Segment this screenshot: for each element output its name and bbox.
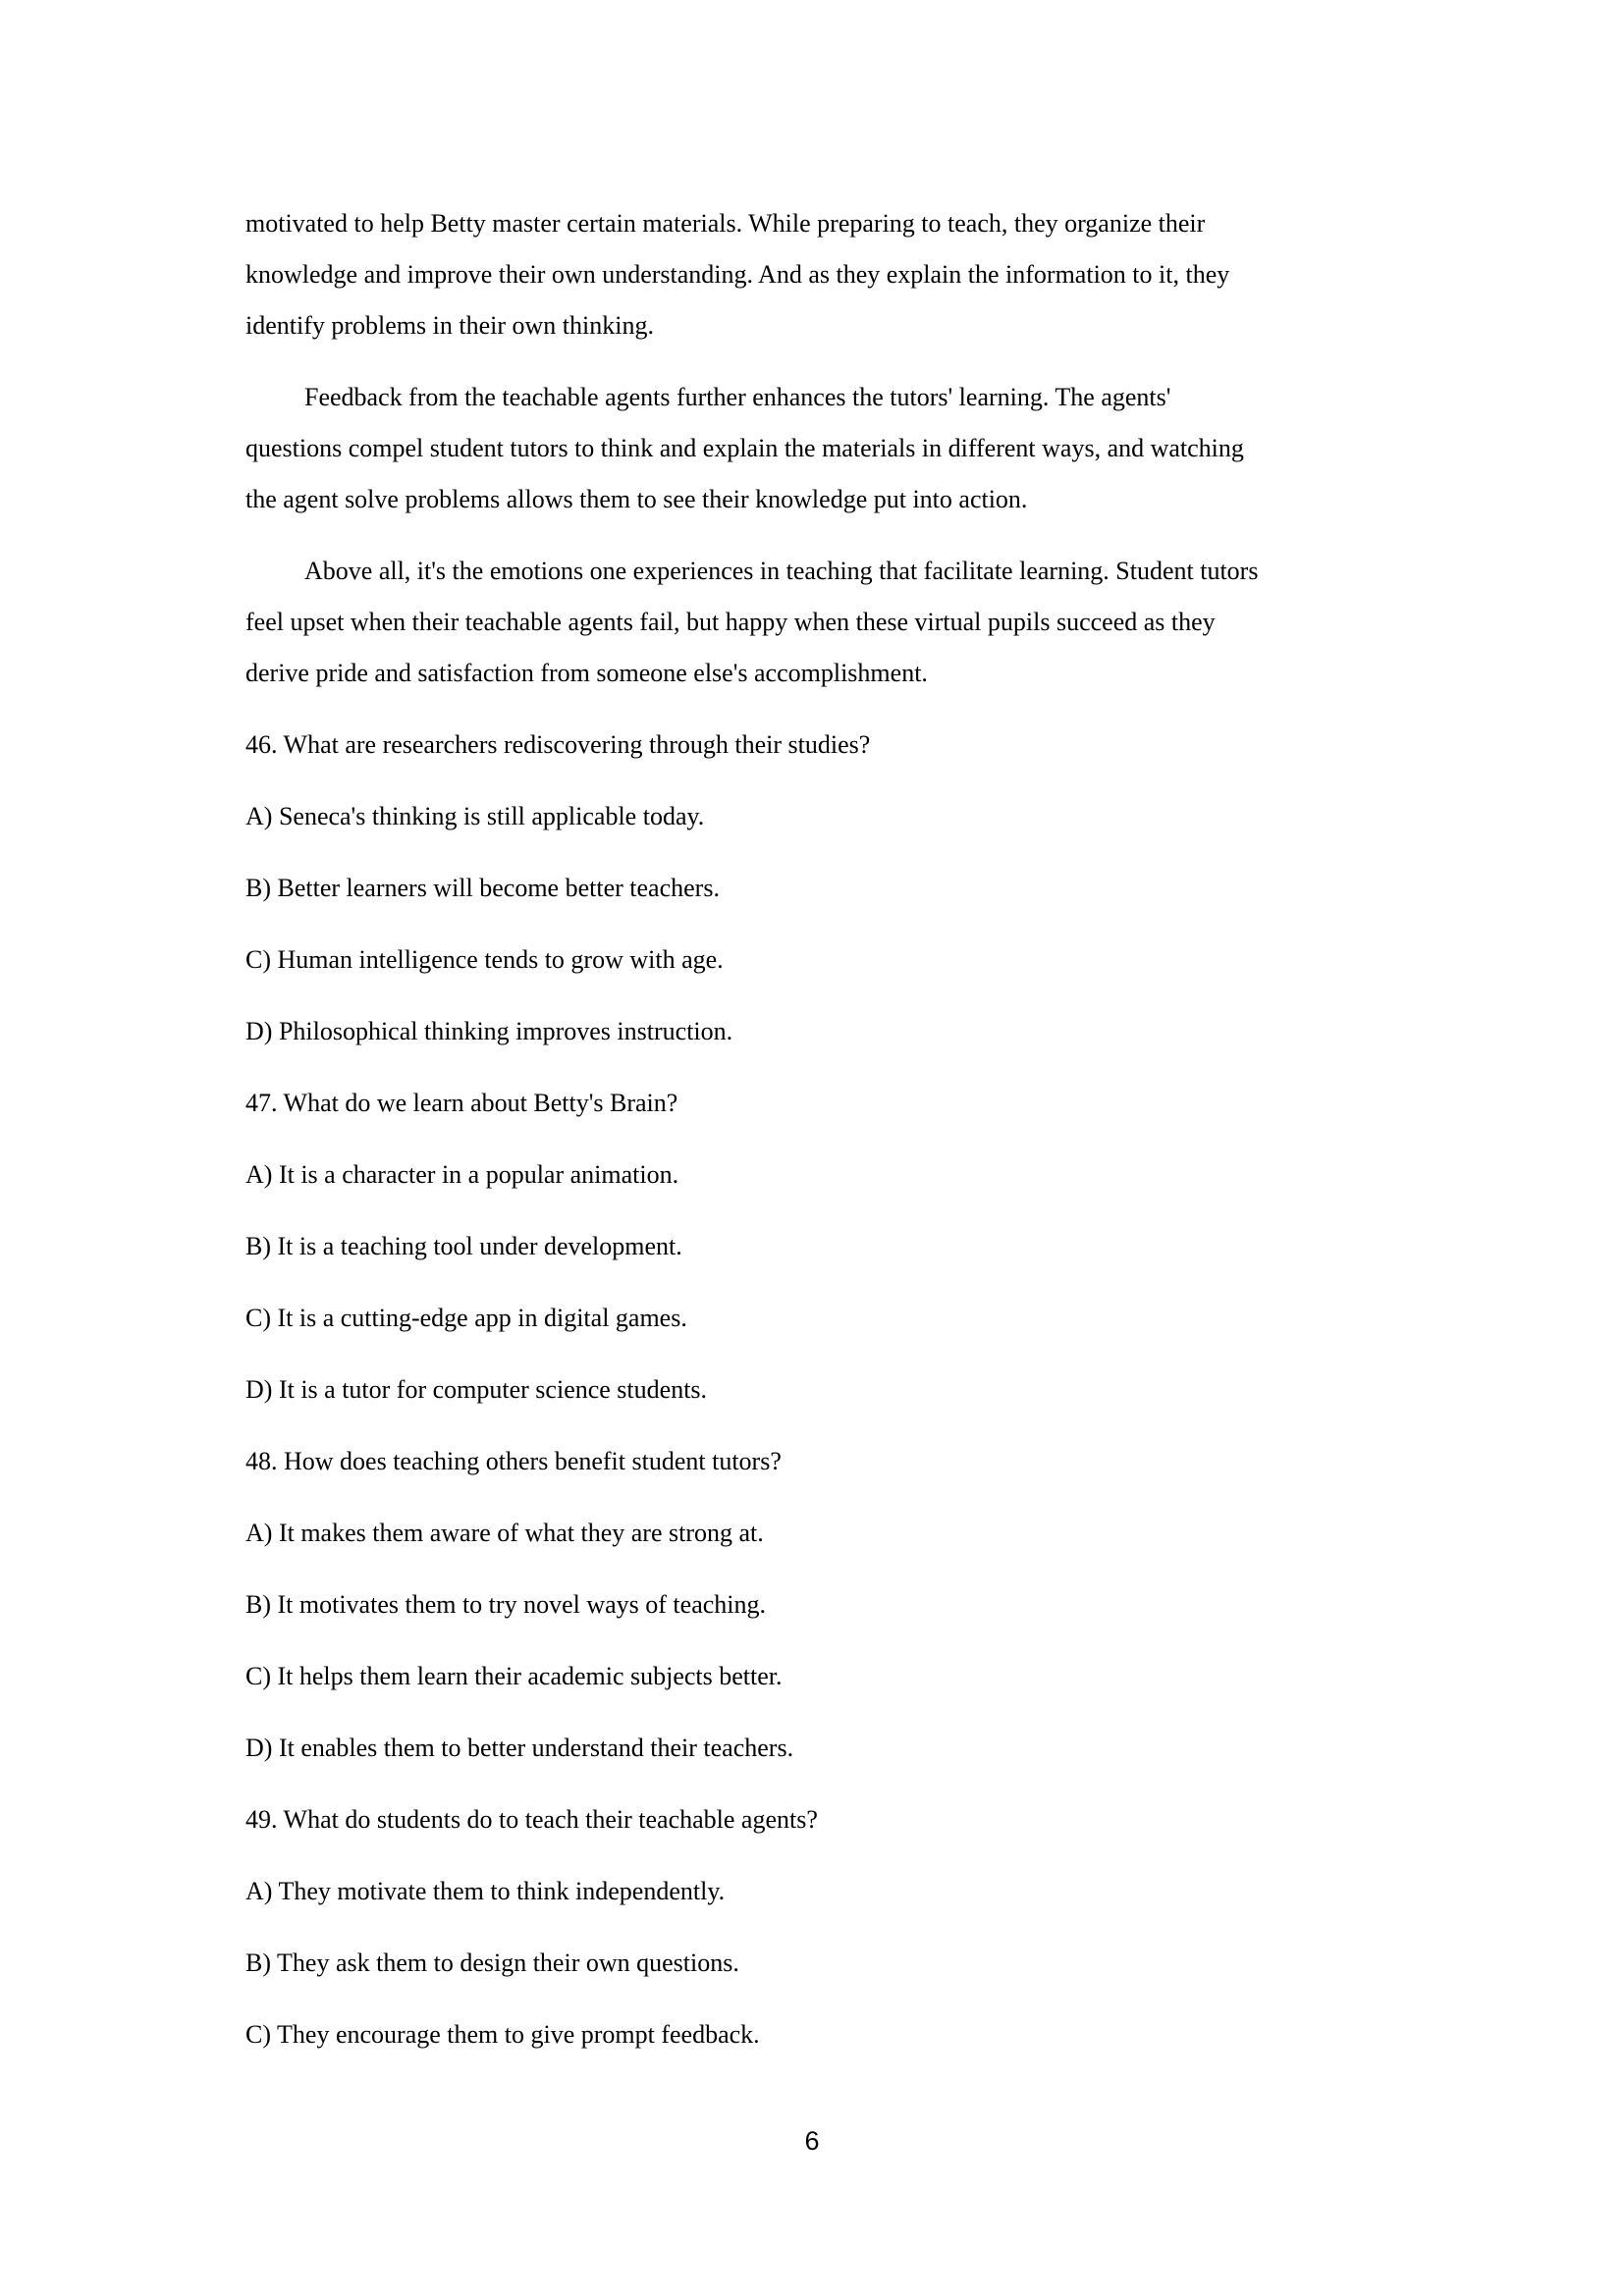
- question-number: 48.: [245, 1447, 278, 1475]
- question-block-46: [245, 720, 1473, 1057]
- question-text: How does teaching others benefit student tutors?: [284, 1447, 782, 1475]
- option-label: B): [245, 1590, 271, 1619]
- option-line: [245, 1006, 1473, 1057]
- option-text: It helps them learn their academic subjects better.: [277, 1662, 783, 1690]
- question-line: [245, 1078, 1473, 1129]
- option-label: C): [245, 1662, 271, 1690]
- option-text: It enables them to better understand their teachers.: [278, 1734, 794, 1762]
- option-text: It motivates them to try novel ways of teaching.: [277, 1590, 766, 1619]
- paragraph: [245, 546, 1473, 699]
- option-line: [245, 1579, 1473, 1630]
- question-text: What do students do to teach their teachable agents?: [283, 1805, 818, 1834]
- option-line: [245, 1221, 1473, 1272]
- option-text: They ask them to design their own questions.: [277, 1949, 739, 1977]
- option-label: C): [245, 2020, 271, 2049]
- option-line: [245, 791, 1473, 842]
- option-line: [245, 1938, 1473, 1989]
- option-line: [245, 863, 1473, 914]
- option-label: B): [245, 874, 271, 902]
- paragraph: [245, 198, 1473, 351]
- option-text: It is a teaching tool under development.: [277, 1232, 682, 1260]
- option-text: Seneca's thinking is still applicable today.: [278, 802, 705, 830]
- question-line: [245, 1436, 1473, 1487]
- text-line: the agent solve problems allows them to see their knowledge put into action.: [245, 485, 1028, 513]
- option-label: D): [245, 1734, 273, 1762]
- question-block-49: [245, 1794, 1473, 2060]
- text-line: derive pride and satisfaction from someone else's accomplishment.: [245, 659, 928, 687]
- page-number: 6: [804, 2126, 820, 2156]
- option-label: C): [245, 1304, 271, 1332]
- option-line: [245, 1723, 1473, 1774]
- option-label: A): [245, 1519, 273, 1547]
- text-line: Above all, it's the emotions one experiences in teaching that facilitate learning. Student tutors: [304, 557, 1259, 585]
- text-line: questions compel student tutors to think and explain the materials in different ways, and watching: [245, 434, 1244, 462]
- option-text: Philosophical thinking improves instruction.: [278, 1017, 733, 1045]
- text-line: motivated to help Betty master certain materials. While preparing to teach, they organize their: [245, 209, 1206, 238]
- option-text: Better learners will become better teachers.: [277, 874, 720, 902]
- question-line: [245, 1794, 1473, 1845]
- option-label: B): [245, 1949, 271, 1977]
- question-number: 46.: [245, 730, 278, 759]
- question-line: [245, 720, 1473, 771]
- question-text: What do we learn about Betty's Brain?: [283, 1089, 678, 1117]
- option-line: [245, 1364, 1473, 1415]
- option-label: D): [245, 1017, 273, 1045]
- option-label: B): [245, 1232, 271, 1260]
- option-label: A): [245, 802, 273, 830]
- question-block-47: [245, 1078, 1473, 1415]
- text-line: identify problems in their own thinking.: [245, 311, 654, 340]
- option-line: [245, 1149, 1473, 1201]
- paragraph: [245, 372, 1473, 525]
- option-text: It makes them aware of what they are strong at.: [278, 1519, 764, 1547]
- page-content: [245, 198, 1473, 2081]
- question-number: 47.: [245, 1089, 278, 1117]
- option-line: [245, 1866, 1473, 1917]
- option-line: [245, 1651, 1473, 1702]
- text-line: Feedback from the teachable agents further enhances the tutors' learning. The agents': [304, 383, 1171, 411]
- option-text: Human intelligence tends to grow with age.: [277, 945, 724, 974]
- text-line: feel upset when their teachable agents fail, but happy when these virtual pupils succeed as they: [245, 608, 1216, 636]
- option-text: They motivate them to think independently.: [278, 1877, 726, 1905]
- option-line: [245, 1293, 1473, 1344]
- option-text: They encourage them to give prompt feedback.: [277, 2020, 760, 2049]
- option-line: [245, 934, 1473, 986]
- option-line: [245, 1508, 1473, 1559]
- option-line: [245, 2009, 1473, 2060]
- option-label: A): [245, 1160, 273, 1189]
- option-label: D): [245, 1375, 273, 1404]
- option-label: C): [245, 945, 271, 974]
- question-number: 49.: [245, 1805, 278, 1834]
- question-text: What are researchers rediscovering through their studies?: [283, 730, 871, 759]
- option-text: It is a tutor for computer science students.: [278, 1375, 708, 1404]
- option-text: It is a cutting-edge app in digital games.: [277, 1304, 687, 1332]
- option-label: A): [245, 1877, 273, 1905]
- option-text: It is a character in a popular animation.: [278, 1160, 679, 1189]
- question-block-48: [245, 1436, 1473, 1774]
- text-line: knowledge and improve their own understanding. And as they explain the information to it, they: [245, 260, 1230, 289]
